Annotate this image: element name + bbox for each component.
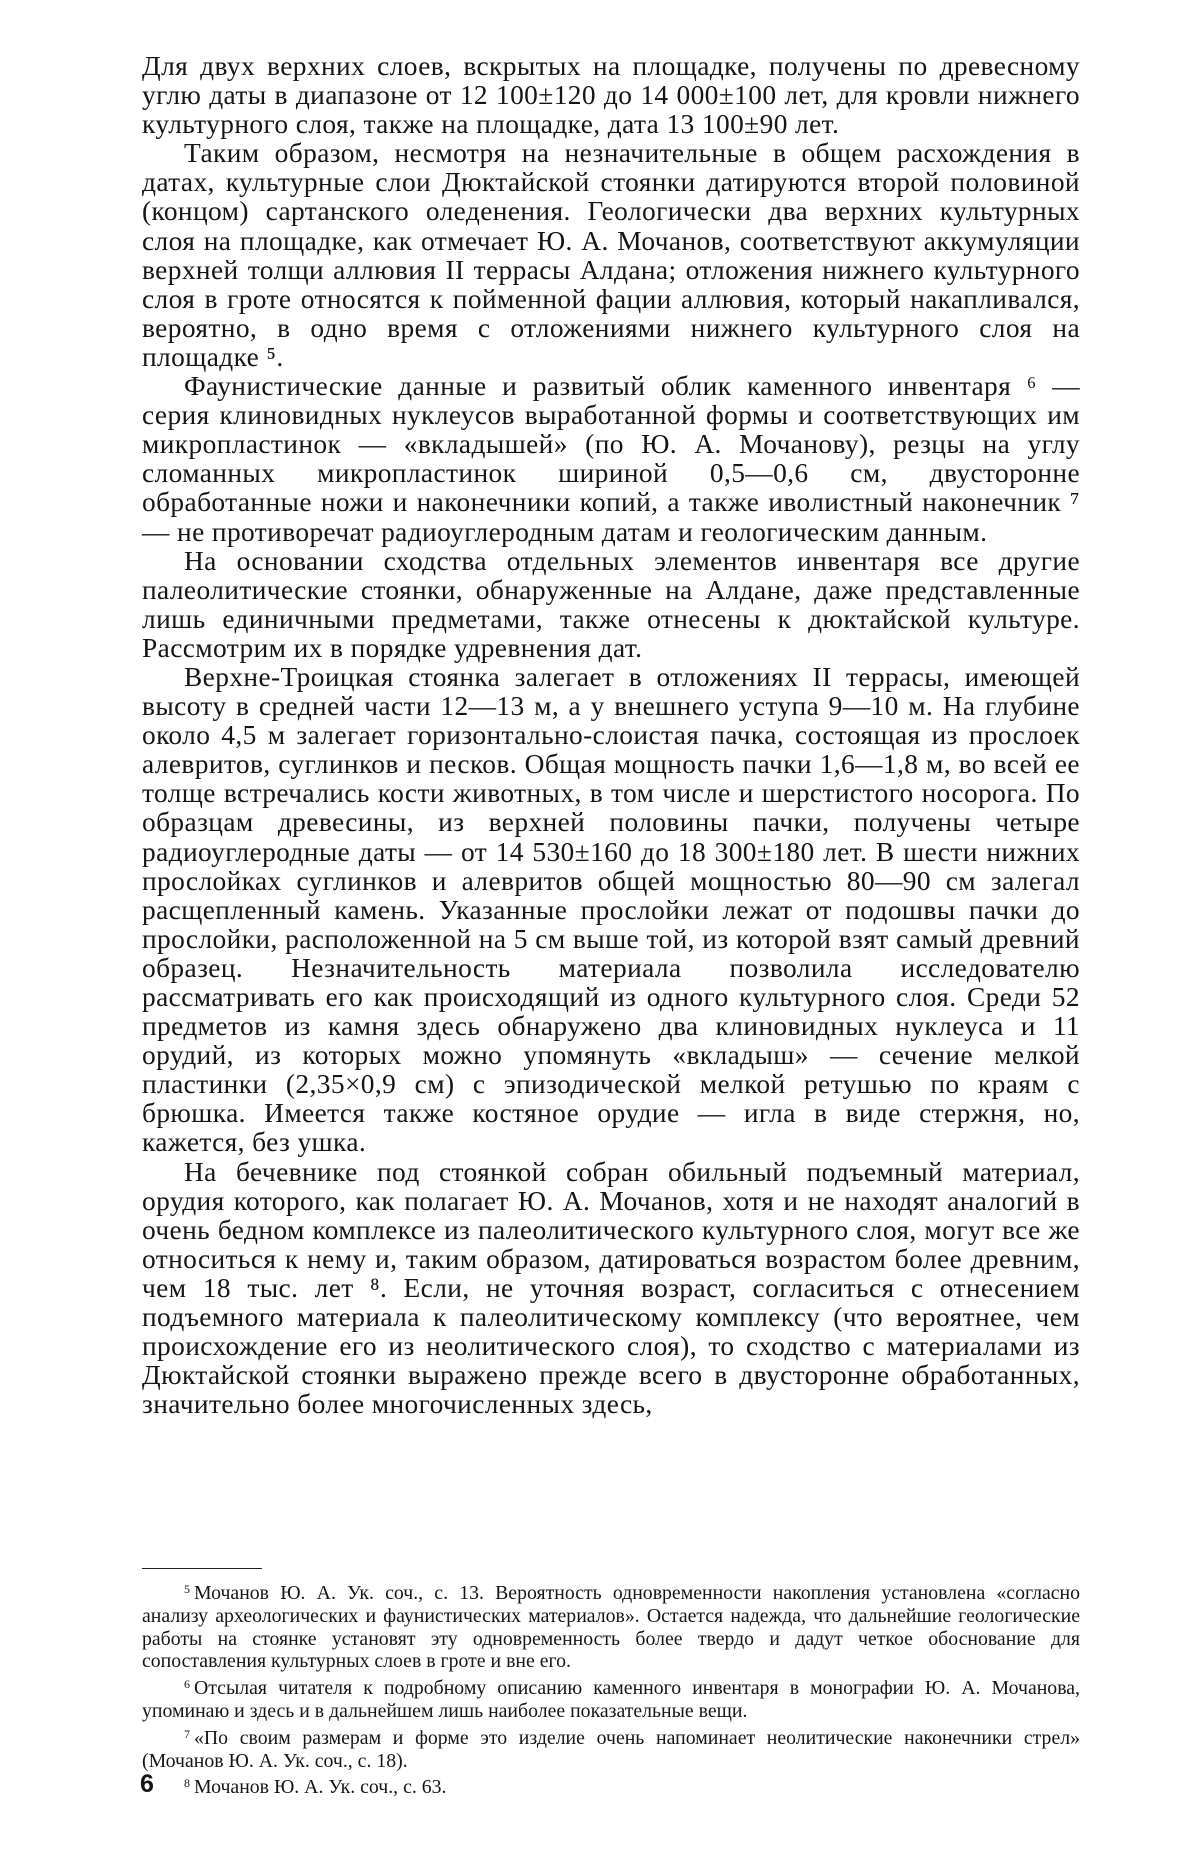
paragraph-2: Таким образом, несмотря на незначительные в общем расхождения в датах, культурные слои Дюктайской стоянки датируются второй половиной (концом) сартанского оледенения. Геологически два верхних культурных слоя на площадке, как отмечает Ю. А. Мочанов, соответствуют аккумуляции верхней толщи аллювия II террасы Алдана; отложения нижнего культурного слоя в гроте относятся к пойменной фации аллювия, который накапливался, вероятно, в одно время с отложениями нижнего культурного слоя на площадке ⁵. xyxy=(142,138,1080,372)
footnote-7 xyxy=(142,1723,1080,1773)
footnote-text: Отсылая читателя к подробному описанию каменного инвентаря в монографии Ю. А. Мочанова, упоминаю и здесь и в дальнейшем лишь наиболее показательные вещи. xyxy=(142,1677,1080,1722)
footnote-8 xyxy=(142,1772,1080,1799)
footnote-number: 5 xyxy=(184,1582,190,1596)
paragraph-5: Верхне-Троицкая стоянка залегает в отложениях II террасы, имеющей высоту в средней части 12—13 м, а у внешнего уступа 9—10 м. На глубине около 4,5 м залегает горизонтально-слоистая пачка, состоящая из прослоек алевритов, суглинков и песков. Общая мощность пачки 1,6—1,8 м, во всей ее толще встречались кости животных, в том числе и шерстистого носорога. По образцам древесины, из верхней половины пачки, получены четыре радиоуглеродные даты — от 14 530±160 до 18 300±180 лет. В шести нижних прослойках суглинков и алевритов общей мощностью 80—90 см залегал расщепленный камень. Указанные прослойки лежат от подошвы пачки до прослойки, расположенной на 5 см выше той, из которой взят самый древний образец. Незначительность материала позволила исследователю рассматривать его как происходящий из одного культурного слоя. Среди 52 предметов из камня здесь обнаружено два клиновидных нуклеуса и 11 орудий, из которых можно упомянуть «вкладыш» — сечение мелкой пластинки (2,35×0,9 см) с эпизодической мелкой ретушью по краям с брюшка. Имеется также костяное орудие — игла в виде стержня, но, кажется, без ушка. xyxy=(142,661,1080,1158)
main-text xyxy=(142,52,1080,1419)
paragraph-1: Для двух верхних слоев, вскрытых на площадке, получены по древесному углю даты в диапазоне от 12 100±120 до 14 000±100 лет, для кровли нижнего культурного слоя, также на площадке, дата 13 100±90 лет. xyxy=(142,51,1080,140)
footnote-number: 7 xyxy=(184,1726,190,1741)
footnote-divider xyxy=(142,1568,262,1569)
footnote-5 xyxy=(142,1578,1080,1673)
footnote-number: 6 xyxy=(184,1677,190,1692)
paragraph-4: На основании сходства отдельных элементов инвентаря все другие палеолитические стоянки, обнаруженные на Алдане, даже представленные лишь единичными предметами, также отнесены к дюктайской культуре. Рассмотрим их в порядке удревнения дат. xyxy=(142,545,1080,663)
paragraph-6: На бечевнике под стоянкой собран обильный подъемный материал, орудия которого, как полагает Ю. А. Мочанов, хотя и не находят аналогий в очень бедном комплексе из палеолитического культурного слоя, могут все же относиться к нему и, таким образом, датироваться возрастом более древним, чем 18 тыс. лет ⁸. Если, не уточняя возраст, согласиться с отнесением подъемного материала к палеолитическому комплексу (что вероятнее, чем происхождение его из неолитического слоя), то сходство с материалами из Дюктайской стоянки выражено прежде всего в двусторонне обработанных, значительно более многочисленных здесь, xyxy=(142,1156,1080,1420)
footnote-text: Мочанов Ю. А. Ук. соч., с. 63. xyxy=(194,1776,447,1799)
footnote-text: «По своим размерам и форме это изделие очень напоминает неолитические наконечники стрел» (Мочанов Ю. А. Ук. соч., с. 18). xyxy=(142,1726,1080,1772)
footnote-6 xyxy=(142,1673,1080,1723)
footnote-number: 8 xyxy=(184,1776,190,1791)
paragraph-3: Фаунистические данные и развитый облик каменного инвентаря ⁶ — серия клиновидных нуклеусов выработанной формы и соответствующих им микропластинок — «вкладышей» (по Ю. А. Мочанову), резцы на углу сломанных микропластинок шириной 0,5—0,6 см, двусторонне обработанные ножи и наконечники копий, а также иволистный наконечник ⁷— не противоречат радиоуглеродным датам и геологическим данным. xyxy=(142,371,1080,547)
page-number: 6 xyxy=(140,1770,154,1798)
footnote-text: Мочанов Ю. А. Ук. соч., с. 13. Вероятность одновременности накопления установлена «согласно анализу археологических и фаунистических материалов». Остается надежда, что дальнейшие геологические работы на стоянке установят эту одновременность более твердо и дадут четкое обоснование для сопоставления культурных слоев в гроте и вне его. xyxy=(142,1582,1080,1673)
footnotes xyxy=(142,1578,1080,1799)
